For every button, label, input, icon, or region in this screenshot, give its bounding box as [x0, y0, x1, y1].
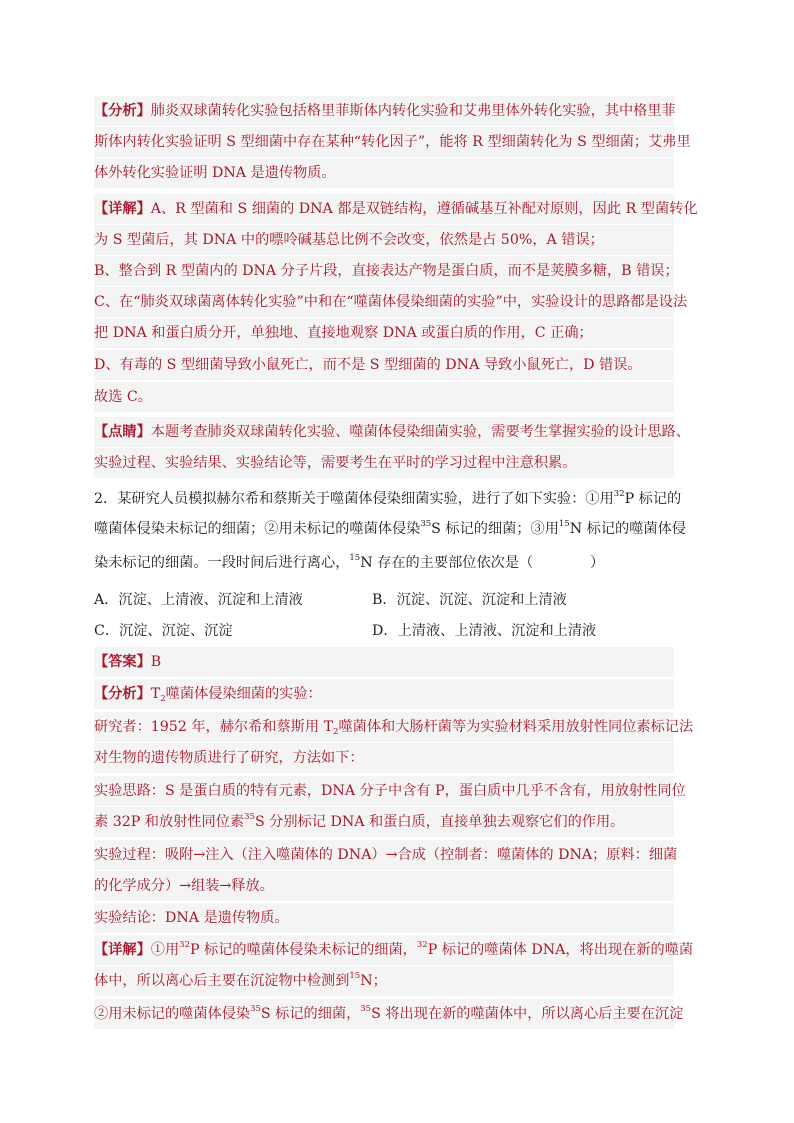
- text: S 标记的细菌；③用: [431, 521, 559, 537]
- subscript: 2: [160, 694, 166, 704]
- answer-value: B: [150, 654, 162, 670]
- analysis2-line-2: [94, 712, 694, 742]
- text: 把 DNA 和蛋白质分开，单独地、直接地观察 DNA 或蛋白质的作用，C 正确；: [94, 325, 593, 341]
- comment-line-2: [94, 448, 674, 478]
- analysis-line-2: [94, 127, 691, 157]
- text: T: [150, 686, 161, 702]
- answer-line: [94, 647, 674, 677]
- text: 噬菌体侵染未标记的细菌；②用未标记的噬菌体侵染: [94, 521, 421, 537]
- text: P 标记的: [624, 491, 682, 507]
- text: 染未标记的细菌。一段时间后进行离心，: [94, 555, 350, 571]
- text: B、整合到 R 型菌内的 DNA 分子片段，直接表达产物是蛋白质，而不是荚膜多糖，B 错误；: [94, 263, 679, 279]
- analysis2-line-7: [94, 871, 674, 901]
- text: 实验过程：吸附→注入（注入噬菌体的 DNA）→合成（控制者：噬菌体的 DNA；原料：细菌: [94, 847, 678, 863]
- text: 为 S 型菌后，其 DNA 中的嘌呤碱基总比例不会改变，依然是占 50%，A 错误；: [94, 232, 604, 248]
- detail2-line-3: [94, 999, 684, 1029]
- text: D、有毒的 S 型细菌导致小鼠死亡，而不是 S 型细菌的 DNA 导致小鼠死亡，D 错误。: [94, 357, 642, 373]
- text: 故选 C。: [94, 389, 152, 405]
- comment-tag: 【点睛】: [94, 424, 151, 440]
- detail-line-d: [94, 350, 674, 380]
- text: 噬菌体侵染细菌的实验：: [165, 686, 322, 702]
- text: C、在“肺炎双球菌离体转化实验”中和在“噬菌体侵染细菌的实验”中，实验设计的思路都是设法: [94, 294, 688, 310]
- option-b: B．沉淀、沉淀、沉淀和上清液: [372, 592, 567, 608]
- detail-line-1: [94, 194, 698, 224]
- text: 体外转化实验证明 DNA 是遗传物质。: [94, 165, 336, 181]
- text: N；: [360, 973, 387, 989]
- text: 实验过程、实验结果、实验结论等，需要考生在平时的学习过程中注意积累。: [94, 455, 577, 471]
- text: ②用未标记的噬菌体侵染: [94, 1006, 251, 1022]
- question-line-1: [94, 484, 682, 514]
- choose-line: [94, 382, 674, 412]
- question-line-3: [94, 548, 674, 578]
- text: 肺炎双球菌转化实验包括格里菲斯体内转化实验和艾弗里体外转化实验，其中格里菲: [150, 103, 676, 119]
- analysis2-line-6: [94, 840, 678, 870]
- analysis2-line-5: [94, 807, 674, 837]
- isotope-sup: 15: [349, 971, 361, 981]
- text: 2．某研究人员模拟赫尔希和蔡斯关于噬菌体侵染细菌实验，进行了如下实验：①用: [94, 491, 614, 507]
- option-c: C．沉淀、沉淀、沉淀: [94, 623, 233, 639]
- isotope-sup: 15: [349, 553, 361, 563]
- text: 研究者：1952 年，赫尔希和蔡斯用 T: [94, 719, 334, 735]
- comment-line-1: [94, 417, 690, 447]
- analysis-tag: 【分析】: [94, 103, 151, 119]
- detail-tag: 【详解】: [94, 201, 151, 217]
- text: S 将出现在新的噬菌体中，所以离心后主要在沉淀: [371, 1006, 684, 1022]
- analysis2-line-4: [94, 776, 686, 806]
- detail-line-c2: [94, 318, 674, 348]
- detail-line-c1: [94, 287, 688, 317]
- text: 实验思路：S 是蛋白质的特有元素，DNA 分子中含有 P，蛋白质中几乎不含有，用放射性同位: [94, 783, 686, 799]
- detail-tag: 【详解】: [94, 942, 151, 958]
- isotope-sup: 35: [244, 812, 255, 822]
- analysis2-line-8: [94, 903, 674, 933]
- text: N 存在的主要部位依次是（ ）: [360, 555, 605, 571]
- answer-tag: 【答案】: [94, 654, 151, 670]
- option-d: D．上清液、上清液、沉淀和上清液: [372, 623, 597, 639]
- analysis2-line-1: [94, 679, 674, 709]
- text: P 标记的噬菌体侵染未标记的细菌，: [189, 942, 417, 958]
- text: 素 32P 和放射性同位素: [94, 814, 245, 830]
- isotope-sup: 35: [420, 519, 432, 529]
- isotope-sup: 32: [179, 940, 190, 950]
- text: 对生物的遗传物质进行了研究，方法如下：: [94, 750, 364, 766]
- detail-line-2: [94, 225, 674, 255]
- isotope-sup: 35: [250, 1004, 261, 1014]
- isotope-sup: 35: [360, 1004, 372, 1014]
- text: 本题考查肺炎双球菌转化实验、噬菌体侵染细菌实验，需要考生掌握实验的设计思路、: [150, 424, 690, 440]
- analysis-line-1: [94, 96, 674, 126]
- option-a: A．沉淀、上清液、沉淀和上清液: [94, 592, 303, 608]
- text: 的化学成分）→组装→释放。: [94, 878, 274, 894]
- text: 噬菌体和大肠杆菌等为实验材料采用放射性同位素标记法: [338, 719, 694, 735]
- text: P 标记的噬菌体 DNA，将出现在新的噬菌: [427, 942, 694, 958]
- detail2-line-2: [94, 966, 674, 996]
- text: 体中，所以离心后主要在沉淀物中检测到: [94, 973, 350, 989]
- isotope-sup: 32: [416, 940, 428, 950]
- text: S 分别标记 DNA 和蛋白质，直接单独去观察它们的作用。: [254, 814, 625, 830]
- text: 斯体内转化实验证明 S 型细菌中存在某种“转化因子”，能将 R 型细菌转化为 S 型细菌；艾弗里: [94, 134, 691, 150]
- text: ①用: [150, 942, 180, 958]
- text: 实验结论：DNA 是遗传物质。: [94, 910, 289, 926]
- analysis-tag: 【分析】: [94, 686, 151, 702]
- isotope-sup: 15: [558, 519, 570, 529]
- detail-line-b: [94, 256, 679, 286]
- question-line-2: [94, 514, 686, 544]
- subscript: 2: [333, 727, 339, 737]
- text: N 标记的噬菌体侵: [569, 521, 686, 537]
- text: A、R 型菌和 S 细菌的 DNA 都是双链结构，遵循碱基互补配对原则，因此 R 型菌转化: [150, 201, 698, 217]
- analysis-line-3: [94, 158, 674, 188]
- analysis2-line-3: [94, 743, 674, 773]
- detail2-line-1: [94, 935, 694, 965]
- text: S 标记的细菌，: [260, 1006, 361, 1022]
- isotope-sup: 32: [613, 489, 625, 499]
